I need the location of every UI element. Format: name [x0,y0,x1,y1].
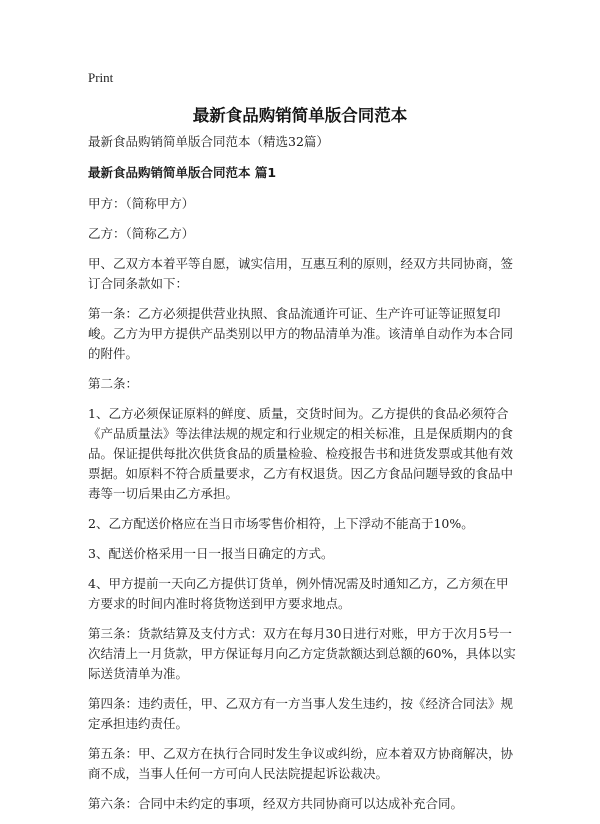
print-link[interactable]: Print [88,70,114,85]
party-b-line: 乙方：（简称乙方） [88,226,195,241]
paragraph-clause-2: 2、乙方配送价格应在当日市场零售价相符，上下浮动不能高于10%。 [88,516,474,531]
party-a-line: 甲方：（简称甲方） [88,196,195,211]
document-subtitle: 最新食品购销简单版合同范本（精选32篇） [88,134,329,149]
page-title: 最新食品购销简单版合同范本 [192,106,408,125]
paragraph-article-2: 第二条： [88,376,139,391]
document-body [88,132,518,824]
paragraph-clause-1: 1、乙方必须保证原料的鲜度、质量，交货时间为。乙方提供的食品必须符合《产品质量法》等法律法规的规定和行业规定的相关标准，且是保质期内的食品。保证提供每批次供货食品的质量检验、检疫报告书和进货发票或其他有效票据。如原料不符合质量要求，乙方有权退货。因乙方食品问题导致的食品中毒等一切后果由乙方承担。 [88,406,514,501]
paragraph-clause-3: 3、配送价格采用一日一报当日确定的方式。 [88,546,334,561]
paragraph-clause-4: 4、甲方提前一天向乙方提供订货单，例外情况需及时通知乙方，乙方须在甲方要求的时间内准时将货物送到甲方要求地点。 [88,576,509,611]
paragraph-preamble: 甲、乙双方本着平等自愿，诚实信用，互惠互利的原则，经双方共同协商，签订合同条款如下： [88,256,514,291]
paragraph-article-6: 第六条：合同中未约定的事项，经双方共同协商可以达成补充合同。 [88,796,464,811]
paragraph-article-3: 第三条：货款结算及支付方式：双方在每月30日进行对账，甲方于次月5号一次结清上一月货款，甲方保证每月向乙方定货款额达到总额的60%，具体以实际送货清单为准。 [88,626,516,681]
paragraph-article-4: 第四条：违约责任，甲、乙双方有一方当事人发生违约，按《经济合同法》规定承担违约责任。 [88,696,514,731]
section-heading: 最新食品购销简单版合同范本 篇1 [88,165,277,180]
paragraph-article-1: 第一条：乙方必须提供营业执照、食品流通许可证、生产许可证等证照复印峻。乙方为甲方提供产品类别以甲方的物品清单为准。该清单自动作为本合同的附件。 [88,306,514,361]
paragraph-article-5: 第五条：甲、乙双方在执行合同时发生争议或纠纷，应本着双方协商解决，协商不成，当事人任何一方可向人民法院提起诉讼裁决。 [88,746,514,781]
